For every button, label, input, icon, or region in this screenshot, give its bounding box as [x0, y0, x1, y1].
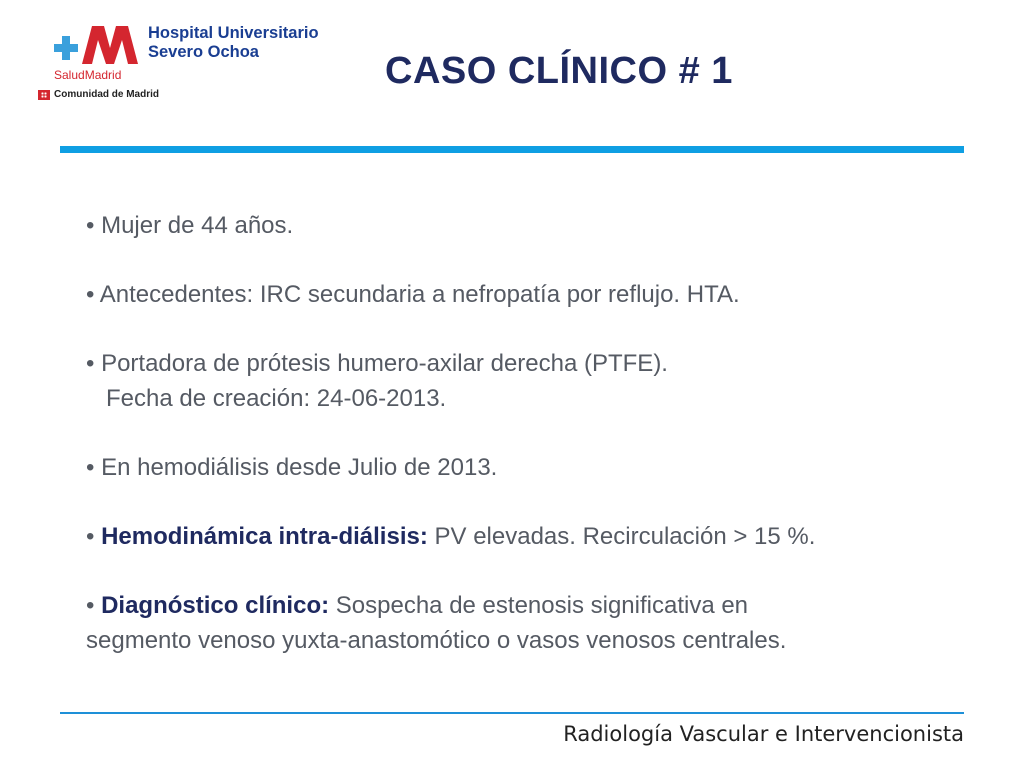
- bullet-text-diagnostico: Sospecha de estenosis significativa en: [329, 592, 749, 619]
- footer-divider: [60, 712, 964, 714]
- bullet-item-protesis-date: Fecha de creación: 24-06-2013.: [106, 385, 447, 412]
- slide-title: CASO CLÍNICO # 1: [385, 50, 733, 92]
- bullet-item-diagnostico: • Diagnóstico clínico: Sospecha de estenosis significativa en: [86, 592, 749, 619]
- title-divider: [60, 146, 964, 153]
- salud-madrid-label: SaludMadrid: [54, 68, 122, 82]
- hospital-logo: [34, 20, 334, 110]
- bullet-heading-diagnostico: Diagnóstico clínico:: [101, 592, 330, 619]
- bullet-heading-hemodinamica: Hemodinámica intra-diálisis:: [101, 523, 428, 550]
- hospital-name: [148, 24, 319, 62]
- bullet-item-hemodialisis: • En hemodiálisis desde Julio de 2013.: [86, 454, 498, 481]
- bullet-item-antecedentes: • Antecedentes: IRC secundaria a nefropatía por reflujo. HTA.: [86, 281, 740, 308]
- footer-department: Radiología Vascular e Intervencionista: [563, 722, 964, 746]
- madrid-flag-icon: [38, 90, 50, 100]
- hospital-name-line1: Hospital Universitario: [148, 24, 319, 42]
- comunidad-madrid: [38, 89, 159, 100]
- comunidad-label: Comunidad de Madrid: [54, 89, 159, 100]
- bullet-item-age: • Mujer de 44 años.: [86, 212, 294, 239]
- bullet-list: [86, 208, 986, 658]
- bullet-item-diagnostico-cont: segmento venoso yuxta-anastomótico o vasos venosos centrales.: [86, 627, 787, 654]
- hospital-name-line2: Severo Ochoa: [148, 43, 259, 61]
- bullet-item-protesis: • Portadora de prótesis humero-axilar derecha (PTFE).: [86, 350, 668, 377]
- bullet-text-hemodinamica: PV elevadas. Recirculación > 15 %.: [427, 523, 816, 550]
- bullet-item-hemodinamica: • Hemodinámica intra-diálisis: PV elevadas. Recirculación > 15 %.: [86, 523, 816, 550]
- madrid-logo-icon: [52, 24, 144, 66]
